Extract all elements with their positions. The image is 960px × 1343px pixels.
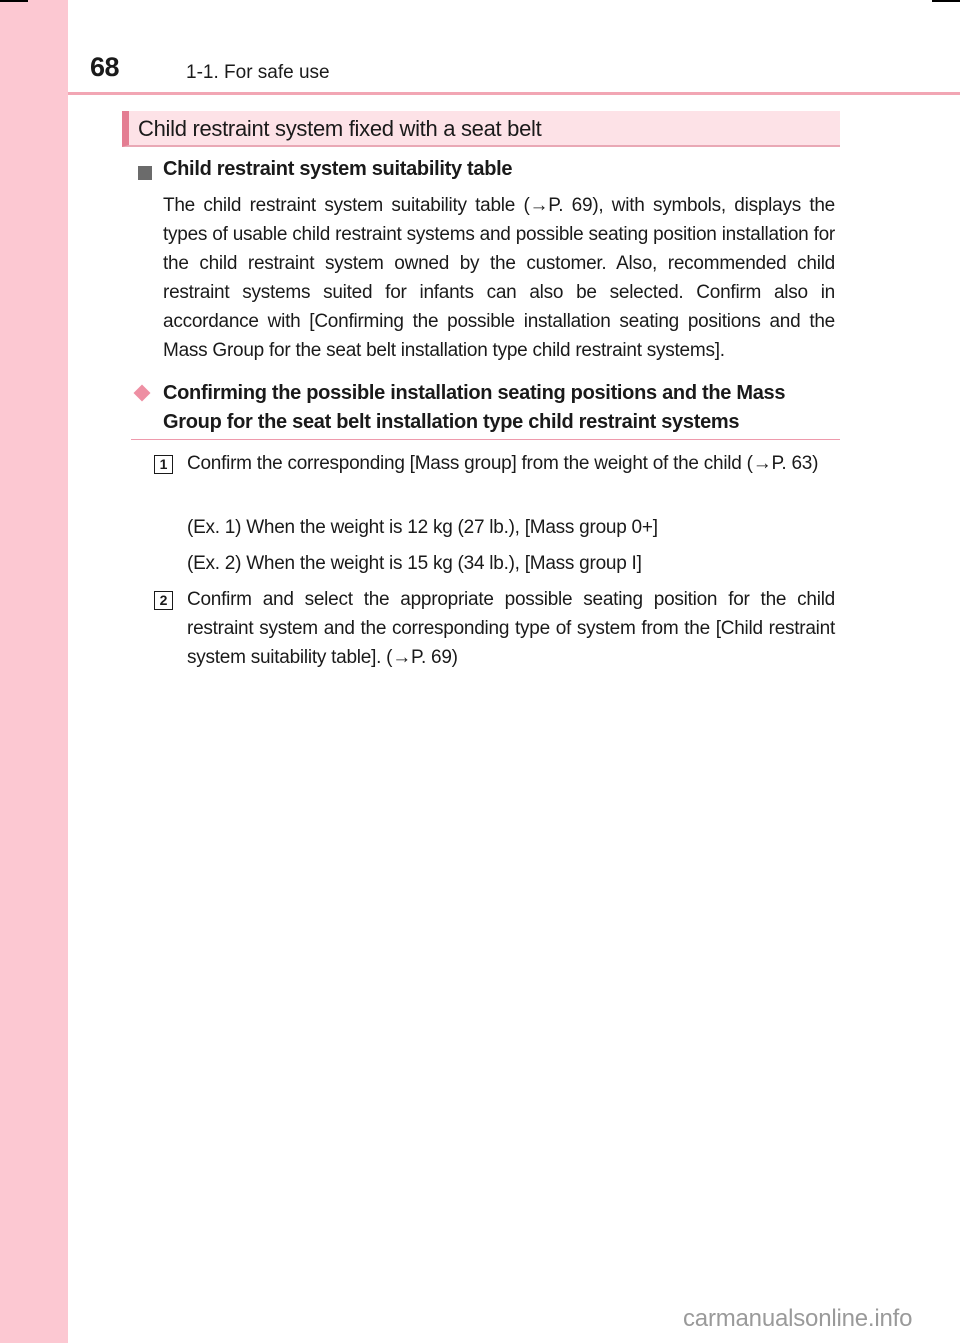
section-title-bar bbox=[122, 111, 840, 147]
heading-underline bbox=[131, 439, 840, 440]
page-header bbox=[68, 0, 960, 92]
step-example: (Ex. 1) When the weight is 12 kg (27 lb.), [Mass group 0+] bbox=[187, 517, 658, 538]
crop-mark-left bbox=[0, 0, 28, 2]
step-text: Confirm the corresponding [Mass group] from the weight of the child (→P. 63) bbox=[187, 453, 819, 474]
step-number-badge: 1 bbox=[154, 455, 173, 474]
step-number-badge: 2 bbox=[154, 591, 173, 610]
watermark: carmanualsonline.info bbox=[683, 1305, 913, 1332]
step-example: (Ex. 2) When the weight is 15 kg (34 lb.), [Mass group I] bbox=[187, 553, 642, 574]
section-title: Child restraint system fixed with a seat belt bbox=[138, 116, 542, 141]
page-number: 68 bbox=[90, 52, 120, 82]
diamond-bullet-icon bbox=[134, 385, 151, 402]
header-rule bbox=[68, 92, 960, 95]
suitability-paragraph: The child restraint system suitability table (→P. 69), with symbols, displays the types of usable child restraint systems and possible seating position installation for the child restraint system owned by the customer. Also, recommended child restraint systems suited for infants can also be selected. Confirm also in accordance with [Confirming the possible installation seating positions and the Mass Group for the seat belt installation type child restraint systems]. bbox=[163, 195, 835, 361]
step-text: Confirm and select the appropriate possible seating position for the child restraint system and the corresponding type of system from the [Child restraint system suitability table]. (→P. 69) bbox=[187, 589, 835, 668]
suitability-heading: Child restraint system suitability table bbox=[163, 158, 513, 180]
confirming-heading: Confirming the possible installation seating positions and the Mass Group for the seat belt installation type child restraint systems bbox=[163, 382, 786, 433]
square-bullet-icon bbox=[138, 166, 152, 180]
section-label: 1-1. For safe use bbox=[186, 62, 330, 83]
left-color-band bbox=[0, 0, 68, 1343]
